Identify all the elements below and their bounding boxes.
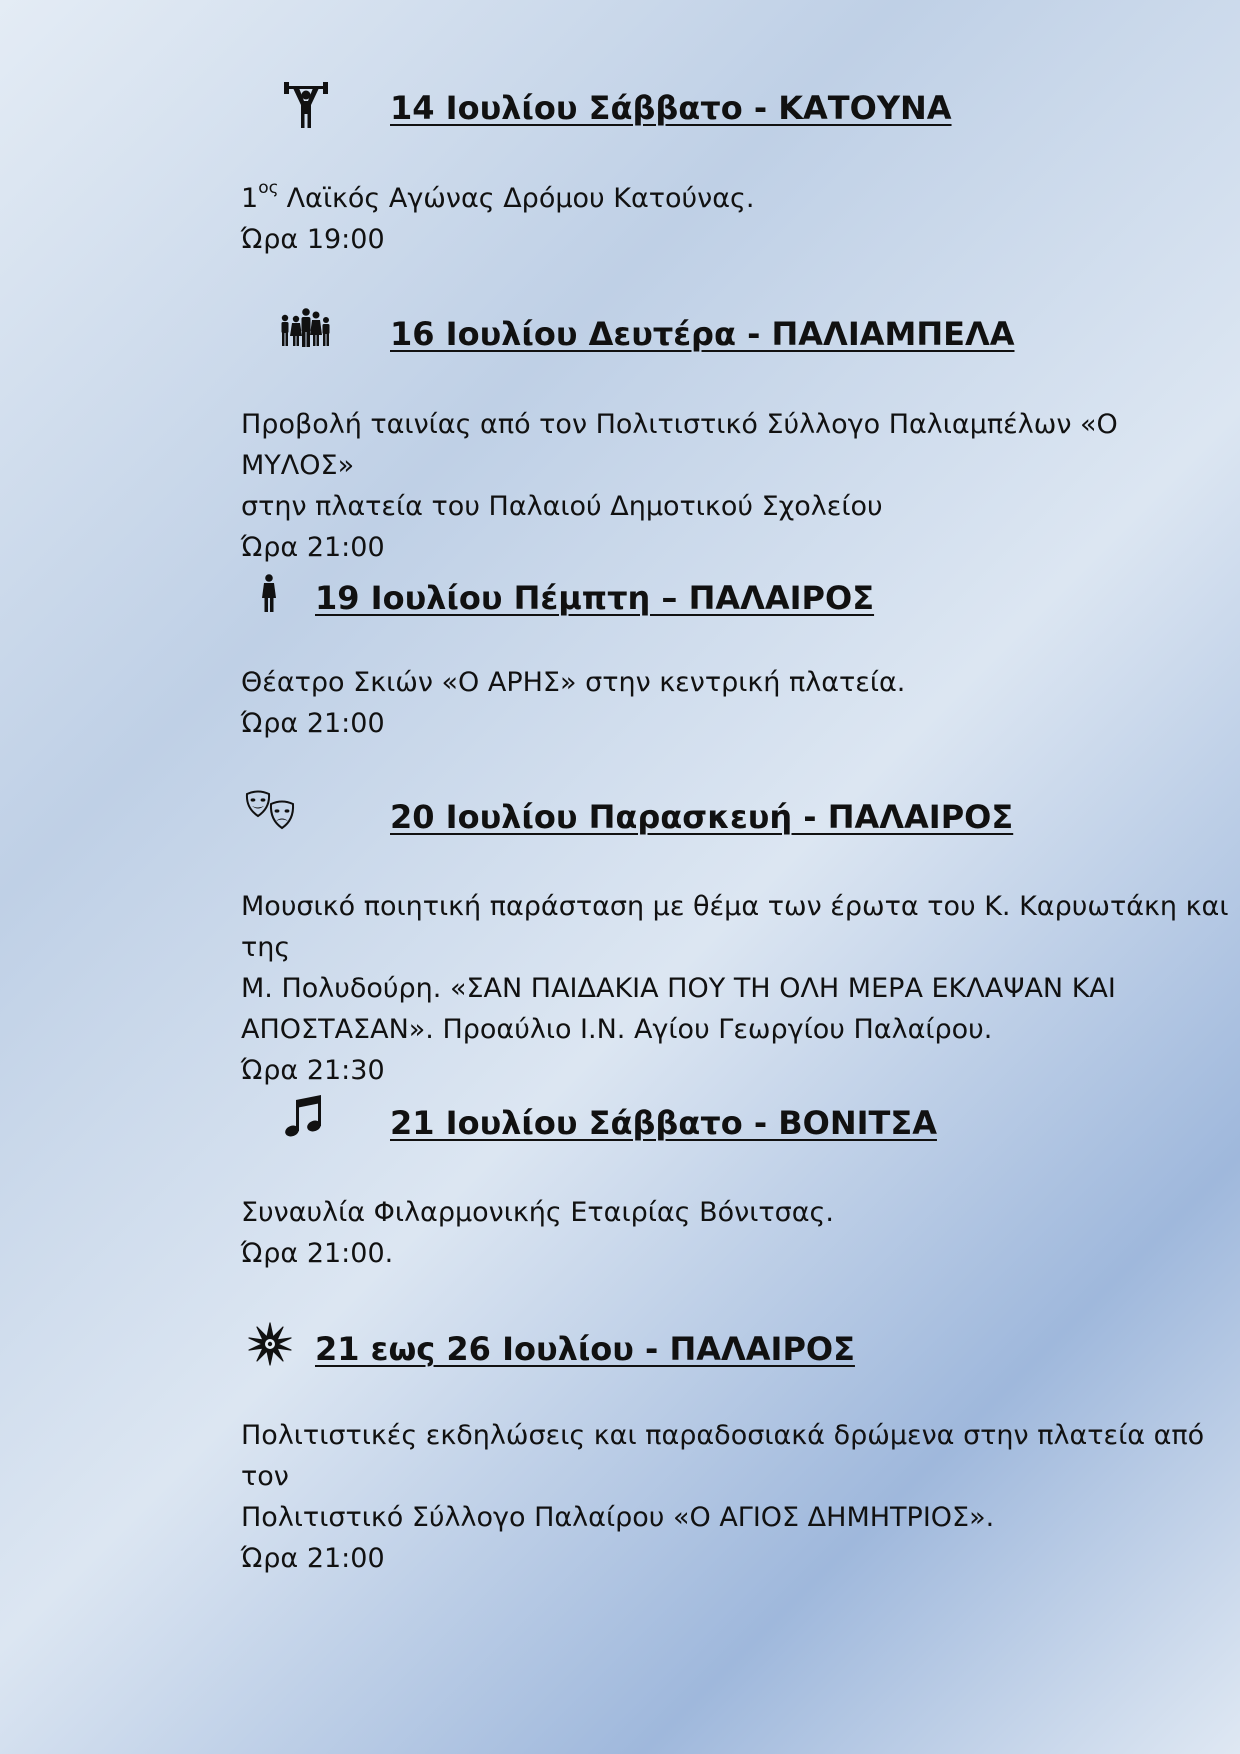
- music-note-icon: [285, 1094, 323, 1138]
- event-body: [241, 662, 1231, 744]
- event-description-line: στην πλατεία του Παλαιού Δημοτικού Σχολείου: [241, 491, 883, 522]
- event-description-line: Πολιτιστικές εκδηλώσεις και παραδοσιακά δρώμενα στην πλατεία από τον: [241, 1420, 1205, 1492]
- family-icon: [279, 308, 331, 348]
- event-time: Ώρα 21:00: [241, 532, 385, 563]
- event-body: [241, 404, 1231, 568]
- event-description-text: Λαϊκός Αγώνας Δρόμου Κατούνας.: [286, 183, 755, 214]
- event-title: 21 εως 26 Ιουλίου - ΠΑΛΑΙΡΟΣ: [315, 1330, 855, 1368]
- event-description-line: ΑΠΟΣΤΑΣΑΝ». Προαύλιο Ι.Ν. Αγίου Γεωργίου Παλαίρου.: [241, 1014, 993, 1045]
- event-description-line: Μουσικό ποιητική παράσταση με θέμα των έρωτα του Κ. Καρυωτάκη και της: [241, 891, 1229, 963]
- event-body: [241, 178, 1231, 260]
- event-time: Ώρα 21:30: [241, 1055, 385, 1086]
- event-time: Ώρα 21:00: [241, 1543, 385, 1574]
- event-description-line: Πολιτιστικό Σύλλογο Παλαίρου «Ο ΑΓΙΟΣ ΔΗΜΗΤΡΙΟΣ».: [241, 1502, 995, 1533]
- event-title: 14 Ιουλίου Σάββατο - ΚΑΤΟΥΝΑ: [390, 89, 952, 127]
- event-description: [241, 178, 1231, 219]
- event-title: 19 Ιουλίου Πέμπτη – ΠΑΛΑΙΡΟΣ: [315, 579, 875, 617]
- event-description: Συναυλία Φιλαρμονικής Εταιρίας Βόνιτσας.: [241, 1197, 834, 1228]
- event-title: 16 Ιουλίου Δευτέρα - ΠΑΛΙΑΜΠΕΛΑ: [390, 315, 1015, 353]
- event-description-line: Προβολή ταινίας από τον Πολιτιστικό Σύλλογο Παλιαμπέλων «Ο ΜΥΛΟΣ»: [241, 409, 1118, 481]
- event-body: [241, 886, 1231, 1091]
- theater-masks-icon: [244, 790, 296, 834]
- event-description: Θέατρο Σκιών «Ο ΑΡΗΣ» στην κεντρική πλατεία.: [241, 667, 906, 698]
- event-time: Ώρα 19:00: [241, 224, 385, 255]
- event-title: 20 Ιουλίου Παρασκευή - ΠΑΛΑΙΡΟΣ: [390, 798, 1014, 836]
- event-time: Ώρα 21:00: [241, 708, 385, 739]
- event-title: 21 Ιουλίου Σάββατο - ΒΟΝΙΤΣΑ: [390, 1104, 937, 1142]
- ordinal-suffix: ος: [258, 178, 279, 198]
- event-time: Ώρα 21:00.: [241, 1238, 394, 1269]
- ordinal-number: 1: [241, 183, 259, 214]
- event-description-line: Μ. Πολυδούρη. «ΣΑΝ ΠΑΙΔΑΚΙΑ ΠΟΥ ΤΗ ΟΛΗ ΜΕΡΑ ΕΚΛΑΨΑΝ ΚΑΙ: [241, 973, 1116, 1004]
- event-body: [241, 1192, 1231, 1274]
- event-body: [241, 1415, 1231, 1579]
- starburst-icon: [248, 1322, 292, 1366]
- weightlifter-icon: [284, 78, 328, 128]
- woman-icon: [261, 574, 277, 612]
